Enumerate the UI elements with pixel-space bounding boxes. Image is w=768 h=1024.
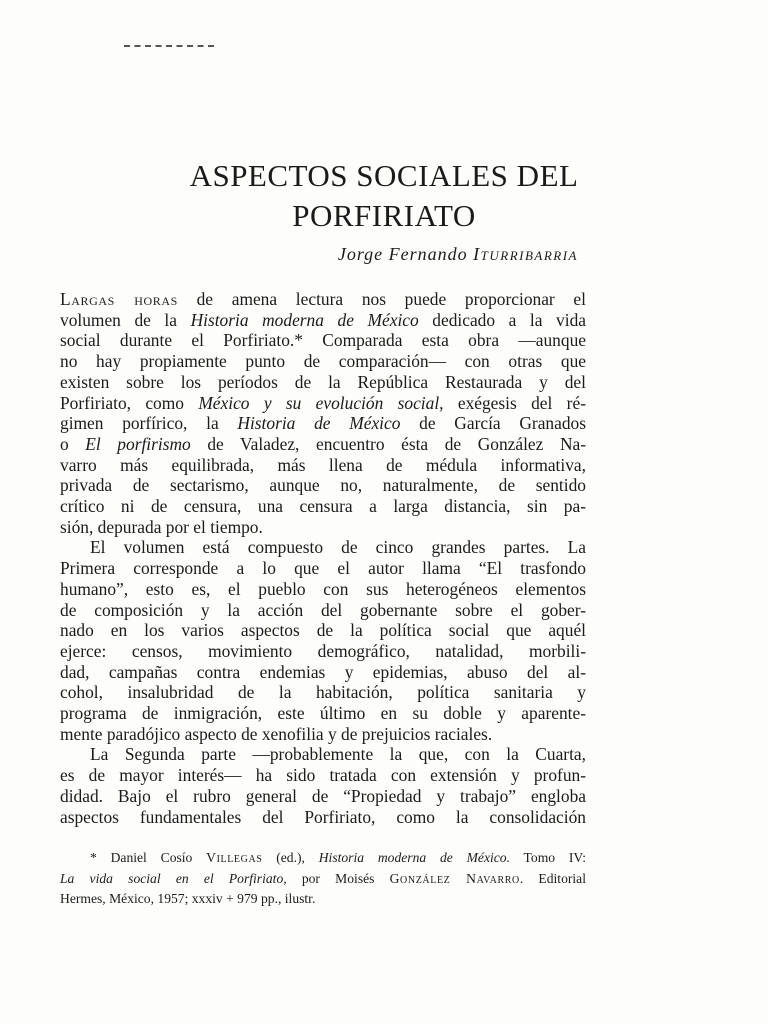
book-title: Historia moderna de México	[190, 309, 419, 330]
body-line: es de mayor interés— ha sido tratada con extensión y profun-	[60, 765, 586, 786]
book-title: El porfirismo	[85, 433, 191, 454]
body-line: humano”, esto es, el pueblo con sus heterogéneos elementos	[60, 578, 586, 599]
body-line: mente paradójico aspecto de xenofilia y de prejuicios raciales.	[60, 723, 493, 744]
body-text-span: volumen de la	[60, 309, 191, 330]
body-line: cohol, insalubridad de la habitación, política sanitaria y	[60, 682, 586, 703]
footnote-text: Tomo IV:	[510, 850, 586, 865]
body-line: existen sobre los períodos de la República Restaurada y del	[60, 371, 586, 392]
body-line: nado en los varios aspectos de la política social que aquél	[60, 620, 586, 641]
body-line	[60, 289, 586, 310]
body-line: didad. Bajo el rubro general de “Propiedad y trabajo” engloba	[60, 785, 586, 806]
body-line	[60, 434, 586, 455]
body-line: ejerce: censos, movimiento demográfico, natalidad, morbili-	[60, 640, 586, 661]
footnote-text: . Editorial	[519, 870, 586, 886]
body-line: programa de inmigración, este último en su doble y aparente-	[60, 703, 586, 724]
volume-title: La vida social en el Porfiriato,	[60, 870, 287, 886]
body-text-span: de García Granados	[400, 413, 586, 434]
author-name: González Navarro	[389, 870, 520, 886]
body-line: de composición y la acción del gobernante sobre el gober-	[60, 599, 586, 620]
body-line: social durante el Porfiriato.* Comparada esta obra —aunque	[60, 330, 586, 351]
article-title	[60, 156, 708, 236]
body-line	[60, 413, 586, 434]
body-line: aspectos fundamentales del Porfiriato, como la consolidación	[60, 806, 586, 827]
body-text-span: Porfiriato, como	[60, 392, 199, 413]
author-given-name: Jorge Fernando	[337, 244, 468, 264]
body-text-span: gimen porfírico, la	[60, 413, 238, 434]
book-title: Historia de México	[237, 413, 401, 434]
body-line: El volumen está compuesto de cinco grandes partes. La	[90, 537, 586, 558]
body-line: privada de sectarismo, aunque no, naturalmente, de sentido	[60, 475, 586, 496]
body-line	[60, 393, 586, 414]
footnote-text: * Daniel Cosío	[90, 850, 207, 865]
footnote	[60, 848, 586, 910]
book-title: Historia moderna de México.	[318, 850, 510, 865]
body-line: crítico ni de censura, una censura a larga distancia, sin pa-	[60, 496, 586, 517]
body-text-span: de amena lectura nos puede proporcionar el	[177, 289, 586, 309]
body-line: dad, campañas contra endemias y epidemias, abuso del al-	[60, 661, 586, 682]
body-line: Primera corresponde a lo que el autor llama “El trasfondo	[60, 558, 586, 579]
body-line: sión, depurada por el tiempo.	[60, 516, 263, 537]
editor-surname: Villegas	[206, 850, 263, 865]
footnote-text: (ed.),	[262, 850, 319, 865]
title-line-2: PORFIRIATO	[292, 198, 476, 233]
title-line-1: ASPECTOS SOCIALES DEL	[189, 158, 579, 193]
footnote-line	[60, 848, 586, 869]
body-text-span: exégesis del ré-	[443, 392, 586, 413]
lead-in-small-caps: Largas horas	[60, 289, 178, 309]
footnote-text: por Moisés	[286, 870, 390, 886]
article-body	[60, 289, 586, 827]
author-byline	[338, 244, 578, 265]
footnote-line: Hermes, México, 1957; xxxiv + 979 pp., ilustr.	[60, 891, 316, 906]
top-rule	[124, 45, 214, 47]
body-line: no hay propiamente punto de comparación— con otras que	[60, 351, 586, 372]
body-line: varro más equilibrada, más llena de médula informativa,	[60, 454, 586, 475]
footnote-line	[60, 869, 586, 890]
body-text-span: de Valadez, encuentro ésta de González Na-	[190, 433, 587, 454]
body-text-span: dedicado a la vida	[418, 309, 586, 330]
body-text-span: o	[60, 433, 86, 454]
body-line: La Segunda parte —probablemente la que, con la Cuarta,	[90, 744, 586, 765]
author-surname: Iturribarria	[473, 244, 578, 264]
book-title: México y su evolución social,	[198, 392, 444, 413]
body-line	[60, 310, 586, 331]
